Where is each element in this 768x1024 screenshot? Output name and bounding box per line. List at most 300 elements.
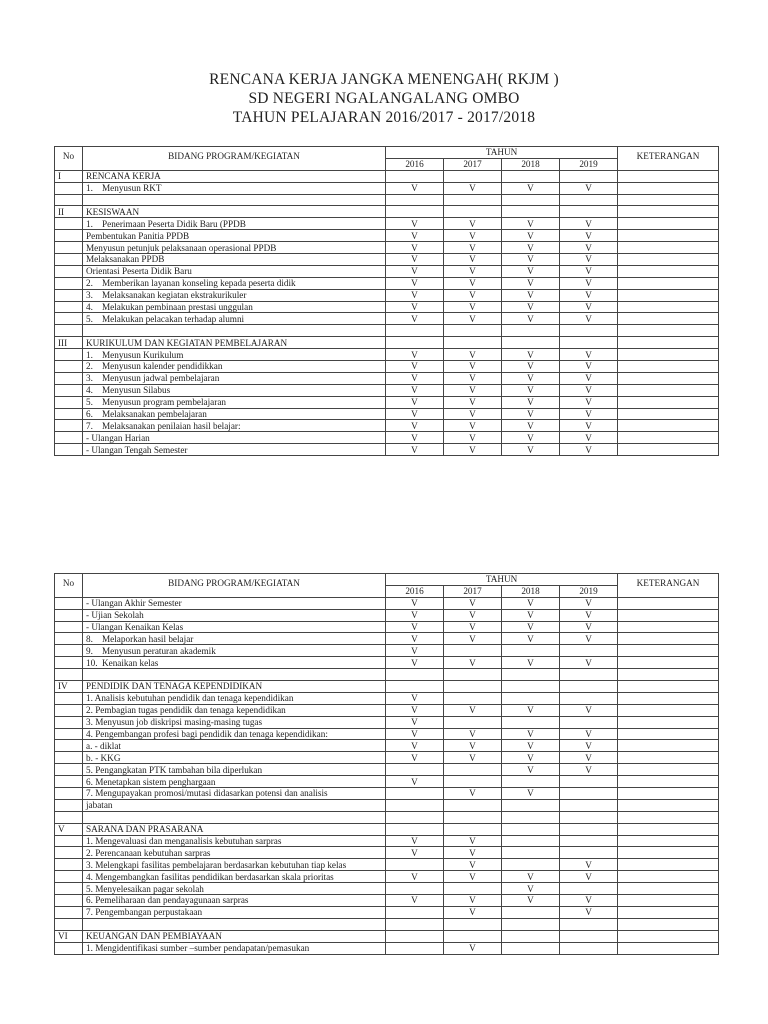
keterangan-cell [618, 277, 719, 289]
year-mark: V [386, 657, 444, 669]
year-mark: V [502, 752, 560, 764]
year-mark [560, 823, 618, 835]
year-mark [444, 764, 502, 776]
year-mark [444, 194, 502, 206]
activity-label [83, 752, 386, 764]
row-number [55, 349, 83, 361]
row-number: I [55, 170, 83, 182]
year-mark: V [386, 230, 444, 242]
year-mark: V [502, 408, 560, 420]
activity-text: - Ulangan Kenaikan Kelas [86, 622, 184, 632]
year-mark: V [444, 859, 502, 871]
row-number [55, 728, 83, 740]
activity-label [83, 420, 386, 432]
table-row [55, 361, 719, 373]
year-mark: V [502, 265, 560, 277]
year-mark: V [502, 788, 560, 800]
year-mark [560, 716, 618, 728]
keterangan-cell [618, 609, 719, 621]
table-row [55, 337, 719, 349]
activity-label [83, 325, 386, 337]
keterangan-cell [618, 764, 719, 776]
activity-text: 4. Pengembangan profesi bagi pendidik dan tenaga kependidikan: [86, 729, 328, 740]
year-mark: V [386, 384, 444, 396]
activity-text: Kenaikan kelas [102, 657, 159, 668]
keterangan-cell [618, 692, 719, 704]
table-row [55, 883, 719, 895]
year-mark: V [560, 408, 618, 420]
year-mark [502, 799, 560, 811]
year-mark: V [502, 420, 560, 432]
item-number: 2. [86, 278, 93, 289]
table-row [55, 716, 719, 728]
activity-label [83, 788, 386, 800]
table-row [55, 657, 719, 669]
activity-text: KESISWAAN [86, 206, 140, 217]
table-row [55, 871, 719, 883]
activity-label [83, 918, 386, 930]
activity-text: Menyusun jadwal pembelajaran [102, 373, 220, 384]
year-mark: V [444, 254, 502, 266]
year-mark [386, 337, 444, 349]
year-mark [386, 918, 444, 930]
year-mark: V [502, 218, 560, 230]
table-row [55, 645, 719, 657]
year-mark [386, 206, 444, 218]
row-number [55, 621, 83, 633]
activity-label [83, 883, 386, 895]
year-mark: V [502, 361, 560, 373]
year-mark: V [386, 895, 444, 907]
table-row [55, 835, 719, 847]
year-mark: V [560, 633, 618, 645]
table-row [55, 728, 719, 740]
year-mark [444, 799, 502, 811]
header-year: 2019 [560, 158, 618, 170]
row-number [55, 835, 83, 847]
activity-text: KURIKULUM DAN KEGIATAN PEMBELAJARAN [86, 337, 288, 348]
year-mark: V [386, 609, 444, 621]
year-mark: V [444, 621, 502, 633]
year-mark [502, 337, 560, 349]
activity-label [83, 242, 386, 254]
activity-text: Menyusun Kurikulum [102, 349, 184, 360]
keterangan-cell [618, 254, 719, 266]
row-number [55, 372, 83, 384]
row-number [55, 847, 83, 859]
year-mark: V [444, 361, 502, 373]
year-mark [386, 811, 444, 823]
table-row [55, 277, 719, 289]
table-row [55, 194, 719, 206]
year-mark: V [444, 396, 502, 408]
activity-label [83, 906, 386, 918]
activity-text: RENCANA KERJA [86, 171, 161, 182]
year-mark: V [386, 752, 444, 764]
activity-label [83, 859, 386, 871]
row-number [55, 645, 83, 657]
activity-text: KEUANGAN DAN PEMBIAYAAN [86, 931, 222, 942]
header-year: 2018 [502, 585, 560, 597]
header-program: BIDANG PROGRAM/KEGIATAN [83, 574, 386, 598]
keterangan-cell [618, 420, 719, 432]
table-row [55, 942, 719, 954]
row-number [55, 918, 83, 930]
activity-text: Menyusun kalender pendidikkan [102, 361, 223, 372]
year-mark: V [386, 182, 444, 194]
year-mark [386, 788, 444, 800]
table-row [55, 597, 719, 609]
year-mark: V [560, 289, 618, 301]
row-number [55, 242, 83, 254]
year-mark: V [502, 384, 560, 396]
year-mark: V [560, 361, 618, 373]
year-mark [502, 847, 560, 859]
row-number [55, 277, 83, 289]
header-year: 2017 [444, 158, 502, 170]
activity-label [83, 337, 386, 349]
year-mark: V [502, 254, 560, 266]
activity-label [83, 740, 386, 752]
item-number: 4. [86, 385, 93, 396]
year-mark [502, 776, 560, 788]
year-mark [444, 692, 502, 704]
activity-label [83, 289, 386, 301]
row-number [55, 396, 83, 408]
year-mark: V [444, 657, 502, 669]
item-number: 5. [86, 313, 93, 324]
year-mark: V [386, 847, 444, 859]
year-mark: V [444, 444, 502, 456]
year-mark: V [502, 301, 560, 313]
header-year: 2016 [386, 158, 444, 170]
keterangan-cell [618, 752, 719, 764]
document-title [0, 70, 768, 127]
year-mark: V [502, 597, 560, 609]
year-mark [560, 692, 618, 704]
activity-label [83, 681, 386, 693]
activity-text: Penerimaan Peserta Didik Baru (PPDB [102, 218, 246, 229]
row-number [55, 811, 83, 823]
activity-text: PENDIDIK DAN TENAGA KEPENDIDIKAN [86, 681, 263, 692]
year-mark: V [502, 657, 560, 669]
keterangan-cell [618, 883, 719, 895]
year-mark [502, 859, 560, 871]
year-mark: V [560, 906, 618, 918]
item-number: 5. [86, 397, 93, 408]
activity-label [83, 265, 386, 277]
year-mark: V [560, 384, 618, 396]
year-mark [386, 930, 444, 942]
table-body-page-2 [55, 597, 719, 954]
activity-text: 1. Mengidentifikasi sumber –sumber pendapatan/pemasukan [86, 943, 310, 954]
item-number: 8. [86, 633, 93, 644]
row-number [55, 776, 83, 788]
row-number [55, 788, 83, 800]
year-mark [502, 942, 560, 954]
keterangan-cell [618, 408, 719, 420]
activity-text: 2. Perencanaan kebutuhan sarpras [86, 847, 211, 858]
item-number: 6. [86, 409, 93, 420]
table-row [55, 170, 719, 182]
row-number [55, 265, 83, 277]
row-number [55, 254, 83, 266]
year-mark [502, 692, 560, 704]
table-row [55, 764, 719, 776]
activity-text: Orientasi Peserta Didik Baru [86, 266, 192, 277]
item-number: 10. [86, 657, 98, 668]
year-mark [560, 645, 618, 657]
year-mark: V [386, 728, 444, 740]
table-row [55, 609, 719, 621]
activity-label [83, 361, 386, 373]
table-row [55, 182, 719, 194]
year-mark: V [560, 313, 618, 325]
year-mark: V [560, 254, 618, 266]
year-mark [560, 799, 618, 811]
activity-label [83, 609, 386, 621]
keterangan-cell [618, 289, 719, 301]
table-row [55, 799, 719, 811]
table-row [55, 408, 719, 420]
table-row [55, 396, 719, 408]
row-number [55, 716, 83, 728]
header-no: No [55, 574, 83, 598]
table-row [55, 432, 719, 444]
activity-label [83, 301, 386, 313]
table-row [55, 692, 719, 704]
year-mark: V [444, 871, 502, 883]
year-mark: V [560, 704, 618, 716]
activity-label [83, 895, 386, 907]
keterangan-cell [618, 669, 719, 681]
year-mark: V [560, 728, 618, 740]
year-mark: V [444, 740, 502, 752]
keterangan-cell [618, 859, 719, 871]
year-mark [502, 918, 560, 930]
year-mark [560, 194, 618, 206]
year-mark [444, 645, 502, 657]
activity-label [83, 384, 386, 396]
year-mark: V [502, 895, 560, 907]
year-mark [560, 337, 618, 349]
year-mark: V [386, 420, 444, 432]
keterangan-cell [618, 621, 719, 633]
activity-label [83, 847, 386, 859]
year-mark: V [560, 621, 618, 633]
year-mark [502, 194, 560, 206]
year-mark: V [502, 230, 560, 242]
keterangan-cell [618, 847, 719, 859]
activity-text: Menyusun peraturan akademik [102, 645, 216, 656]
table-row [55, 301, 719, 313]
year-mark: V [502, 277, 560, 289]
activity-label [83, 835, 386, 847]
activity-label [83, 692, 386, 704]
row-number [55, 669, 83, 681]
year-mark: V [560, 871, 618, 883]
activity-label [83, 182, 386, 194]
year-mark [560, 325, 618, 337]
year-mark: V [444, 609, 502, 621]
activity-text: 3. Menyusun job diskripsi masing-masing tugas [86, 717, 263, 728]
keterangan-cell [618, 918, 719, 930]
year-mark: V [502, 764, 560, 776]
year-mark: V [560, 182, 618, 194]
year-mark [386, 170, 444, 182]
item-number: 7. [86, 420, 93, 431]
keterangan-cell [618, 361, 719, 373]
row-number [55, 301, 83, 313]
activity-label [83, 811, 386, 823]
table-row [55, 811, 719, 823]
title-line-2: SD NEGERI NGALANGALANG OMBO [248, 90, 520, 107]
row-number [55, 218, 83, 230]
year-mark [502, 716, 560, 728]
activity-text: jabatan [86, 800, 113, 811]
year-mark: V [444, 788, 502, 800]
item-number: 1. [86, 218, 93, 229]
header-tahun: TAHUN [386, 147, 618, 159]
year-mark: V [502, 349, 560, 361]
row-number [55, 384, 83, 396]
keterangan-cell [618, 349, 719, 361]
year-mark [444, 170, 502, 182]
year-mark: V [444, 384, 502, 396]
year-mark: V [386, 313, 444, 325]
year-mark: V [560, 372, 618, 384]
year-mark: V [444, 301, 502, 313]
activity-label [83, 728, 386, 740]
year-mark: V [502, 432, 560, 444]
row-number [55, 752, 83, 764]
activity-label [83, 218, 386, 230]
year-mark [560, 942, 618, 954]
row-number [55, 704, 83, 716]
year-mark [386, 906, 444, 918]
table-row [55, 704, 719, 716]
year-mark: V [444, 704, 502, 716]
header-year: 2018 [502, 158, 560, 170]
year-mark [560, 681, 618, 693]
table-row [55, 847, 719, 859]
keterangan-cell [618, 170, 719, 182]
activity-label [83, 372, 386, 384]
table-row [55, 669, 719, 681]
year-mark: V [386, 716, 444, 728]
activity-label [83, 206, 386, 218]
activity-label [83, 871, 386, 883]
keterangan-cell [618, 218, 719, 230]
activity-text: 6. Menetapkan sistem penghargaan [86, 776, 216, 787]
header-tahun: TAHUN [386, 574, 618, 586]
table-row [55, 206, 719, 218]
row-number [55, 692, 83, 704]
table-row [55, 788, 719, 800]
header-no: No [55, 147, 83, 171]
table-row [55, 906, 719, 918]
row-number [55, 325, 83, 337]
year-mark: V [502, 621, 560, 633]
year-mark [560, 847, 618, 859]
activity-text: b. - KKG [86, 752, 121, 763]
year-mark: V [386, 218, 444, 230]
activity-label [83, 633, 386, 645]
keterangan-cell [618, 384, 719, 396]
year-mark [386, 681, 444, 693]
table-body-page-1 [55, 170, 719, 455]
year-mark [560, 776, 618, 788]
table-row [55, 325, 719, 337]
year-mark [560, 883, 618, 895]
year-mark: V [444, 752, 502, 764]
year-mark: V [560, 420, 618, 432]
keterangan-cell [618, 372, 719, 384]
table-row [55, 740, 719, 752]
year-mark [560, 835, 618, 847]
table-row [55, 895, 719, 907]
row-number [55, 799, 83, 811]
year-mark [560, 811, 618, 823]
year-mark: V [502, 372, 560, 384]
keterangan-cell [618, 776, 719, 788]
table-row [55, 313, 719, 325]
year-mark [386, 764, 444, 776]
year-mark [502, 681, 560, 693]
year-mark: V [386, 408, 444, 420]
year-mark: V [386, 277, 444, 289]
activity-text: 6. Pemeliharaan dan pendayagunaan sarpras [86, 895, 249, 906]
row-number [55, 883, 83, 895]
table-row [55, 823, 719, 835]
year-mark: V [444, 420, 502, 432]
year-mark: V [560, 265, 618, 277]
table-row [55, 349, 719, 361]
activity-label [83, 823, 386, 835]
keterangan-cell [618, 337, 719, 349]
row-number: IV [55, 681, 83, 693]
activity-text: - Ulangan Akhir Semester [86, 598, 182, 609]
keterangan-cell [618, 597, 719, 609]
header-keterangan: KETERANGAN [618, 574, 719, 598]
year-mark: V [560, 242, 618, 254]
year-mark: V [444, 835, 502, 847]
activity-label [83, 764, 386, 776]
year-mark: V [560, 218, 618, 230]
item-number: 2. [86, 361, 93, 372]
activity-label [83, 645, 386, 657]
activity-label [83, 799, 386, 811]
activity-label [83, 930, 386, 942]
year-mark: V [386, 396, 444, 408]
header-program: BIDANG PROGRAM/KEGIATAN [83, 147, 386, 171]
year-mark: V [560, 609, 618, 621]
year-mark [502, 645, 560, 657]
table-row [55, 918, 719, 930]
activity-label [83, 432, 386, 444]
row-number [55, 657, 83, 669]
row-number [55, 942, 83, 954]
activity-text: 5. Menyelesaikan pagar sekolah [86, 883, 204, 894]
row-number [55, 182, 83, 194]
row-number [55, 597, 83, 609]
activity-label [83, 704, 386, 716]
table-row [55, 289, 719, 301]
activity-text: SARANA DAN PRASARANA [86, 824, 204, 835]
activity-text: 7. Mengupayakan promosi/mutasi didasarkan potensi dan analisis [86, 788, 328, 799]
keterangan-cell [618, 906, 719, 918]
activity-text: Menyusun RKT [102, 183, 162, 194]
